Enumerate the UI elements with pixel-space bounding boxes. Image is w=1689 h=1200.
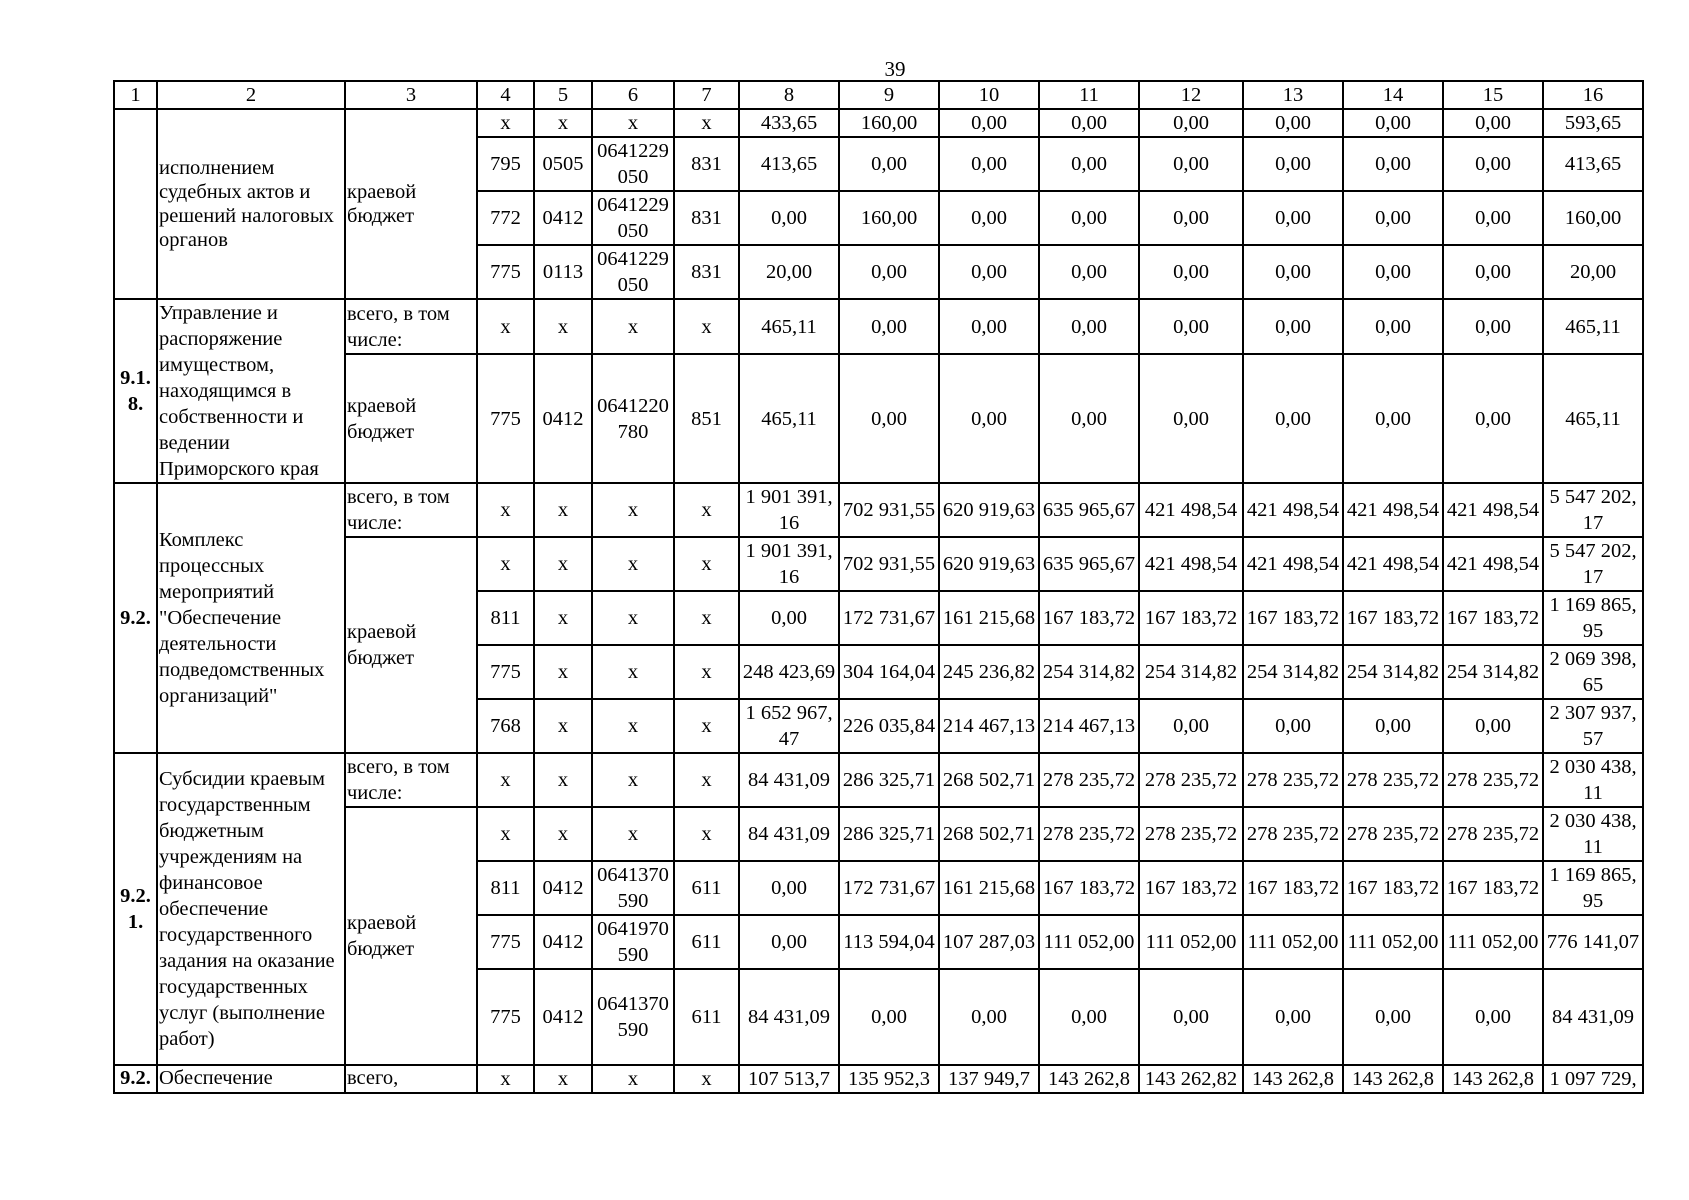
cell-col-9: 172 731,67 — [839, 591, 939, 645]
cell-col-8: 433,65 — [739, 109, 839, 137]
cell-col-9: 0,00 — [839, 137, 939, 191]
cell-col-11: 143 262,8 — [1039, 1065, 1139, 1093]
cell-col-14: 0,00 — [1343, 245, 1443, 299]
cell-col-5: x — [534, 591, 592, 645]
cell-col-15: 278 235,72 — [1443, 807, 1543, 861]
cell-col-5: x — [534, 109, 592, 137]
cell-col-16: 465,11 — [1543, 354, 1643, 483]
cell-col-12: 0,00 — [1139, 245, 1243, 299]
header-col-10: 10 — [939, 81, 1039, 109]
cell-col-14: 0,00 — [1343, 699, 1443, 753]
cell-col-14: 167 183,72 — [1343, 861, 1443, 915]
cell-col-8: 84 431,09 — [739, 807, 839, 861]
cell-col-8: 0,00 — [739, 915, 839, 969]
cell-col-11: 167 183,72 — [1039, 861, 1139, 915]
cell-col-13: 143 262,8 — [1243, 1065, 1343, 1093]
cell-col-15: 0,00 — [1443, 299, 1543, 354]
cell-col-5: 0412 — [534, 191, 592, 245]
cell-col-5: x — [534, 483, 592, 537]
header-col-16: 16 — [1543, 81, 1643, 109]
cell-col-14: 0,00 — [1343, 969, 1443, 1065]
cell-col-12: 0,00 — [1139, 191, 1243, 245]
total-label: всего, в том числе: — [345, 483, 477, 537]
cell-col-15: 254 314,82 — [1443, 645, 1543, 699]
cell-col-10: 268 502,71 — [939, 753, 1039, 807]
cell-col-8: 0,00 — [739, 591, 839, 645]
cell-col-10: 107 287,03 — [939, 915, 1039, 969]
cell-col-7: x — [674, 591, 739, 645]
cell-col-7: 611 — [674, 969, 739, 1065]
cell-col-4: x — [477, 299, 534, 354]
cell-col-7: 831 — [674, 245, 739, 299]
cell-col-14: 0,00 — [1343, 191, 1443, 245]
cell-col-8: 20,00 — [739, 245, 839, 299]
header-col-13: 13 — [1243, 81, 1343, 109]
cell-col-13: 167 183,72 — [1243, 861, 1343, 915]
cell-col-10: 161 215,68 — [939, 591, 1039, 645]
cell-col-12: 421 498,54 — [1139, 483, 1243, 537]
cell-col-15: 0,00 — [1443, 354, 1543, 483]
cell-col-5: x — [534, 299, 592, 354]
cell-col-8: 1 901 391,16 — [739, 483, 839, 537]
cell-col-7: x — [674, 753, 739, 807]
cell-col-15: 0,00 — [1443, 245, 1543, 299]
cell-col-9: 702 931,55 — [839, 483, 939, 537]
cell-col-9: 160,00 — [839, 109, 939, 137]
cell-col-13: 111 052,00 — [1243, 915, 1343, 969]
cell-col-5: x — [534, 1065, 592, 1093]
cell-col-8: 107 513,7 — [739, 1065, 839, 1093]
cell-col-7: x — [674, 807, 739, 861]
cell-col-13: 0,00 — [1243, 699, 1343, 753]
cell-col-4: 811 — [477, 591, 534, 645]
cell-col-8: 0,00 — [739, 191, 839, 245]
cell-col-16: 160,00 — [1543, 191, 1643, 245]
cell-col-5: x — [534, 537, 592, 591]
cell-col-16: 465,11 — [1543, 299, 1643, 354]
item-index: 9.2. — [114, 1065, 157, 1093]
cell-col-10: 620 919,63 — [939, 537, 1039, 591]
cell-col-7: x — [674, 483, 739, 537]
cell-col-6: x — [592, 591, 674, 645]
cell-col-13: 0,00 — [1243, 299, 1343, 354]
cell-col-5: x — [534, 753, 592, 807]
cell-col-15: 421 498,54 — [1443, 537, 1543, 591]
item-index: 9.2.1. — [114, 753, 157, 1065]
header-col-1: 1 — [114, 81, 157, 109]
budget-label: краевой бюджет — [345, 109, 477, 299]
header-col-6: 6 — [592, 81, 674, 109]
cell-col-6: x — [592, 109, 674, 137]
budget-label: краевой бюджет — [345, 537, 477, 753]
header-col-4: 4 — [477, 81, 534, 109]
cell-col-11: 0,00 — [1039, 969, 1139, 1065]
cell-col-8: 84 431,09 — [739, 753, 839, 807]
cell-col-5: x — [534, 645, 592, 699]
cell-col-8: 465,11 — [739, 299, 839, 354]
cell-col-7: 611 — [674, 861, 739, 915]
cell-col-15: 278 235,72 — [1443, 753, 1543, 807]
cell-col-8: 84 431,09 — [739, 969, 839, 1065]
cell-col-4: x — [477, 109, 534, 137]
cell-col-8: 465,11 — [739, 354, 839, 483]
cell-col-4: 768 — [477, 699, 534, 753]
cell-col-14: 167 183,72 — [1343, 591, 1443, 645]
cell-col-16: 84 431,09 — [1543, 969, 1643, 1065]
cell-col-6: 0641220780 — [592, 354, 674, 483]
cell-col-6: 0641229050 — [592, 137, 674, 191]
cell-col-11: 278 235,72 — [1039, 753, 1139, 807]
cell-col-15: 0,00 — [1443, 969, 1543, 1065]
cell-col-16: 776 141,07 — [1543, 915, 1643, 969]
cell-col-12: 167 183,72 — [1139, 591, 1243, 645]
budget-label: краевой бюджет — [345, 354, 477, 483]
cell-col-12: 143 262,82 — [1139, 1065, 1243, 1093]
header-col-5: 5 — [534, 81, 592, 109]
cell-col-13: 278 235,72 — [1243, 753, 1343, 807]
header-col-15: 15 — [1443, 81, 1543, 109]
cell-col-15: 167 183,72 — [1443, 591, 1543, 645]
cell-col-6: x — [592, 645, 674, 699]
cell-col-13: 254 314,82 — [1243, 645, 1343, 699]
cell-col-8: 1 901 391,16 — [739, 537, 839, 591]
cell-col-9: 0,00 — [839, 354, 939, 483]
cell-col-6: x — [592, 1065, 674, 1093]
cell-col-10: 214 467,13 — [939, 699, 1039, 753]
cell-col-7: 831 — [674, 191, 739, 245]
cell-col-4: 775 — [477, 645, 534, 699]
cell-col-14: 421 498,54 — [1343, 483, 1443, 537]
total-label: всего, — [345, 1065, 477, 1093]
cell-col-16: 2 030 438,11 — [1543, 753, 1643, 807]
cell-col-12: 421 498,54 — [1139, 537, 1243, 591]
header-col-12: 12 — [1139, 81, 1243, 109]
cell-col-7: x — [674, 537, 739, 591]
cell-col-10: 0,00 — [939, 245, 1039, 299]
cell-col-14: 278 235,72 — [1343, 753, 1443, 807]
header-col-7: 7 — [674, 81, 739, 109]
cell-col-9: 0,00 — [839, 299, 939, 354]
cell-col-12: 254 314,82 — [1139, 645, 1243, 699]
cell-col-5: x — [534, 699, 592, 753]
cell-col-8: 1 652 967,47 — [739, 699, 839, 753]
cell-col-7: x — [674, 299, 739, 354]
total-label: всего, в том числе: — [345, 753, 477, 807]
cell-col-5: x — [534, 807, 592, 861]
cell-col-10: 268 502,71 — [939, 807, 1039, 861]
cell-col-6: 0641970590 — [592, 915, 674, 969]
cell-col-6: 0641370590 — [592, 861, 674, 915]
cell-col-12: 0,00 — [1139, 969, 1243, 1065]
cell-col-10: 0,00 — [939, 969, 1039, 1065]
cell-col-9: 0,00 — [839, 245, 939, 299]
cell-col-11: 0,00 — [1039, 299, 1139, 354]
budget-table — [113, 80, 1644, 1094]
cell-col-15: 143 262,8 — [1443, 1065, 1543, 1093]
cell-col-6: 0641229050 — [592, 245, 674, 299]
item-label: исполнением судебных актов и решений налоговых органов — [157, 109, 345, 299]
item-label: Субсидии краевым государственным бюджетным учреждениям на финансовое обеспечение государственного задания на оказание государственных услуг (выполнение работ) — [157, 753, 345, 1065]
cell-col-10: 161 215,68 — [939, 861, 1039, 915]
cell-col-16: 20,00 — [1543, 245, 1643, 299]
cell-col-12: 0,00 — [1139, 299, 1243, 354]
cell-col-8: 248 423,69 — [739, 645, 839, 699]
cell-col-16: 1 097 729, — [1543, 1065, 1643, 1093]
cell-col-4: x — [477, 483, 534, 537]
header-col-11: 11 — [1039, 81, 1139, 109]
cell-col-13: 0,00 — [1243, 191, 1343, 245]
cell-col-6: x — [592, 807, 674, 861]
cell-col-14: 0,00 — [1343, 137, 1443, 191]
cell-col-5: 0412 — [534, 969, 592, 1065]
cell-col-12: 111 052,00 — [1139, 915, 1243, 969]
cell-col-4: x — [477, 1065, 534, 1093]
cell-col-14: 0,00 — [1343, 109, 1443, 137]
cell-col-11: 635 965,67 — [1039, 483, 1139, 537]
cell-col-9: 286 325,71 — [839, 753, 939, 807]
cell-col-11: 0,00 — [1039, 245, 1139, 299]
cell-col-12: 0,00 — [1139, 699, 1243, 753]
cell-col-16: 5 547 202,17 — [1543, 483, 1643, 537]
item-label: Управление и распоряжение имуществом, находящимся в собственности и ведении Приморского края — [157, 299, 345, 483]
cell-col-12: 0,00 — [1139, 109, 1243, 137]
cell-col-9: 113 594,04 — [839, 915, 939, 969]
cell-col-7: x — [674, 1065, 739, 1093]
table-row — [114, 753, 1643, 807]
cell-col-4: x — [477, 753, 534, 807]
table-row — [114, 483, 1643, 537]
cell-col-13: 0,00 — [1243, 109, 1343, 137]
cell-col-12: 167 183,72 — [1139, 861, 1243, 915]
cell-col-6: x — [592, 299, 674, 354]
cell-col-14: 421 498,54 — [1343, 537, 1443, 591]
cell-col-14: 0,00 — [1343, 354, 1443, 483]
cell-col-11: 111 052,00 — [1039, 915, 1139, 969]
cell-col-9: 172 731,67 — [839, 861, 939, 915]
cell-col-13: 278 235,72 — [1243, 807, 1343, 861]
cell-col-10: 137 949,7 — [939, 1065, 1039, 1093]
cell-col-11: 214 467,13 — [1039, 699, 1139, 753]
cell-col-9: 286 325,71 — [839, 807, 939, 861]
cell-col-15: 111 052,00 — [1443, 915, 1543, 969]
cell-col-8: 413,65 — [739, 137, 839, 191]
cell-col-16: 2 030 438,11 — [1543, 807, 1643, 861]
cell-col-6: 0641229050 — [592, 191, 674, 245]
cell-col-9: 135 952,3 — [839, 1065, 939, 1093]
cell-col-6: x — [592, 483, 674, 537]
cell-col-14: 111 052,00 — [1343, 915, 1443, 969]
cell-col-13: 0,00 — [1243, 245, 1343, 299]
cell-col-13: 0,00 — [1243, 969, 1343, 1065]
item-label: Комплекс процессных мероприятий "Обеспечение деятельности подведомственных организаций" — [157, 483, 345, 753]
cell-col-9: 304 164,04 — [839, 645, 939, 699]
cell-col-10: 245 236,82 — [939, 645, 1039, 699]
header-col-2: 2 — [157, 81, 345, 109]
cell-col-10: 0,00 — [939, 191, 1039, 245]
cell-col-12: 0,00 — [1139, 137, 1243, 191]
cell-col-5: 0412 — [534, 861, 592, 915]
cell-col-10: 0,00 — [939, 109, 1039, 137]
cell-col-11: 635 965,67 — [1039, 537, 1139, 591]
cell-col-7: x — [674, 699, 739, 753]
cell-col-4: 775 — [477, 245, 534, 299]
cell-col-10: 620 919,63 — [939, 483, 1039, 537]
cell-col-13: 0,00 — [1243, 354, 1343, 483]
cell-col-14: 143 262,8 — [1343, 1065, 1443, 1093]
item-label: Обеспечение — [157, 1065, 345, 1093]
cell-col-16: 2 307 937,57 — [1543, 699, 1643, 753]
cell-col-6: x — [592, 699, 674, 753]
cell-col-16: 413,65 — [1543, 137, 1643, 191]
cell-col-11: 0,00 — [1039, 109, 1139, 137]
cell-col-14: 278 235,72 — [1343, 807, 1443, 861]
cell-col-4: 811 — [477, 861, 534, 915]
cell-col-16: 593,65 — [1543, 109, 1643, 137]
cell-col-5: 0412 — [534, 354, 592, 483]
table-row — [114, 299, 1643, 354]
cell-col-9: 160,00 — [839, 191, 939, 245]
cell-col-7: x — [674, 645, 739, 699]
cell-col-4: x — [477, 537, 534, 591]
cell-col-7: 611 — [674, 915, 739, 969]
cell-col-5: 0505 — [534, 137, 592, 191]
header-col-14: 14 — [1343, 81, 1443, 109]
cell-col-11: 0,00 — [1039, 354, 1139, 483]
cell-col-4: 775 — [477, 969, 534, 1065]
item-index: 9.1.8. — [114, 299, 157, 483]
cell-col-12: 278 235,72 — [1139, 807, 1243, 861]
cell-col-16: 1 169 865,95 — [1543, 861, 1643, 915]
cell-col-16: 5 547 202,17 — [1543, 537, 1643, 591]
cell-col-10: 0,00 — [939, 299, 1039, 354]
total-label: всего, в том числе: — [345, 299, 477, 354]
cell-col-12: 0,00 — [1139, 354, 1243, 483]
cell-col-4: 775 — [477, 915, 534, 969]
cell-col-6: x — [592, 753, 674, 807]
cell-col-11: 254 314,82 — [1039, 645, 1139, 699]
cell-col-6: x — [592, 537, 674, 591]
cell-col-4: 775 — [477, 354, 534, 483]
cell-col-7: x — [674, 109, 739, 137]
cell-col-4: x — [477, 807, 534, 861]
header-col-8: 8 — [739, 81, 839, 109]
cell-col-15: 0,00 — [1443, 191, 1543, 245]
cell-col-4: 795 — [477, 137, 534, 191]
cell-col-13: 421 498,54 — [1243, 483, 1343, 537]
cell-col-8: 0,00 — [739, 861, 839, 915]
cell-col-9: 226 035,84 — [839, 699, 939, 753]
table-row — [114, 81, 1643, 109]
cell-col-9: 0,00 — [839, 969, 939, 1065]
table-row — [114, 109, 1643, 137]
cell-col-15: 421 498,54 — [1443, 483, 1543, 537]
cell-col-10: 0,00 — [939, 137, 1039, 191]
cell-col-15: 0,00 — [1443, 137, 1543, 191]
cell-col-9: 702 931,55 — [839, 537, 939, 591]
cell-col-13: 421 498,54 — [1243, 537, 1343, 591]
cell-col-14: 0,00 — [1343, 299, 1443, 354]
cell-col-15: 167 183,72 — [1443, 861, 1543, 915]
cell-col-4: 772 — [477, 191, 534, 245]
cell-col-7: 851 — [674, 354, 739, 483]
cell-col-16: 1 169 865,95 — [1543, 591, 1643, 645]
cell-col-15: 0,00 — [1443, 109, 1543, 137]
cell-col-11: 278 235,72 — [1039, 807, 1139, 861]
cell-col-5: 0113 — [534, 245, 592, 299]
budget-label: краевой бюджет — [345, 807, 477, 1065]
cell-col-11: 0,00 — [1039, 191, 1139, 245]
cell-col-13: 167 183,72 — [1243, 591, 1343, 645]
cell-col-13: 0,00 — [1243, 137, 1343, 191]
cell-col-10: 0,00 — [939, 354, 1039, 483]
cell-col-5: 0412 — [534, 915, 592, 969]
cell-col-11: 167 183,72 — [1039, 591, 1139, 645]
cell-col-15: 0,00 — [1443, 699, 1543, 753]
cell-col-14: 254 314,82 — [1343, 645, 1443, 699]
cell-col-11: 0,00 — [1039, 137, 1139, 191]
cell-col-6: 0641370590 — [592, 969, 674, 1065]
header-col-9: 9 — [839, 81, 939, 109]
index-cell — [114, 109, 157, 299]
item-index: 9.2. — [114, 483, 157, 753]
header-col-3: 3 — [345, 81, 477, 109]
page-number: 39 — [884, 57, 906, 81]
cell-col-7: 831 — [674, 137, 739, 191]
cell-col-12: 278 235,72 — [1139, 753, 1243, 807]
table-row — [114, 1065, 1643, 1093]
cell-col-16: 2 069 398,65 — [1543, 645, 1643, 699]
